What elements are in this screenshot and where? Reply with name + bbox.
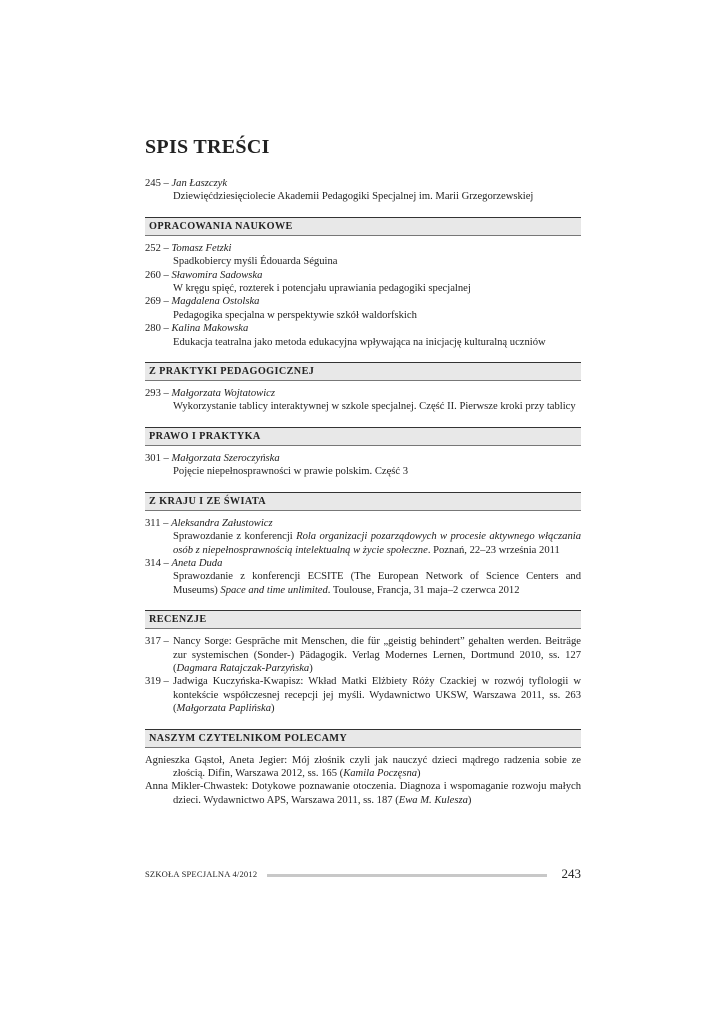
toc-entry: 293 – Małgorzata Wojtatowicz Wykorzystanie tablicy interaktywnej w szkole specjalnej. Część II. Pierwsze kroki przy tablicy [145,387,581,414]
section-header-polecamy: NASZYM CZYTELNIKOM POLECAMY [145,729,581,748]
entry-title: Agnieszka Gąstoł, Aneta Jegier: Mój złośnik czyli jak nauczyć dzieci mądrego radzenia sobie ze złością. Difin, Warszawa 2012, ss. 165 ( [145,754,581,779]
toc-entry: 260 – Sławomira Sadowska W kręgu spięć, rozterek i potencjału uprawiania pedagogiki specjalnej [145,269,581,296]
entry-title: Nancy Sorge: Gespräche mit Menschen, die für „geistig behindert” gehalten werden. Beiträge zur systemischen (Sonder-) Pädagogik. Verlag Modernes Lernen, Dortmund 2010, ss. 127 ( [173,636,581,674]
reviewer: Ewa M. Kulesza [398,794,468,806]
page-number: 280 [145,323,161,335]
reviewer: Małgorzata Paplińska [176,703,271,715]
toc-entry: 280 – Kalina Makowska Edukacja teatralna jako metoda edukacyjna wpływająca na inicjację kulturalną uczniów [145,322,581,349]
entry-title: W kręgu spięć, rozterek i potencjału uprawiania pedagogiki specjalnej [173,283,471,295]
author: Magdalena Ostolska [171,296,260,308]
entry-title [145,570,581,597]
page-number: 260 [145,269,161,281]
section-header-recenzje: RECENZJE [145,610,581,629]
title-italic: Space and time unlimited [220,584,328,596]
toc-entry: 319 – Jadwiga Kuczyńska-Kwapisz: Wkład Matki Elżbiety Róży Czackiej w rozwój tyflologii w kontekście współczesnej recepcji jej myśli. Wydawnictwo UKSW, Warszawa 2011, ss. 263 (Małgorzata Paplińska) [145,676,581,715]
toc-entry: 252 – Tomasz Fetzki Spadkobiercy myśli Édouarda Séguina [145,242,581,269]
table-of-contents [145,177,581,807]
page-number: 301 [145,452,161,464]
footer-divider [267,874,547,877]
toc-entry: 311 – Aleksandra Załustowicz Sprawozdanie z konferencji Rola organizacji pozarządowych w procesie aktywnego włączania osób z niepełnosprawnością intelektualną w życie społeczne. Poznań, 22–23 września 2011 [145,517,581,556]
page-footer [145,866,581,882]
section-header-kraj: Z KRAJU I ZE ŚWIATA [145,492,581,511]
title-text: . Poznań, 22–23 września 2011 [427,544,560,556]
toc-entry: 314 – Aneta Duda Sprawozdanie z konferencji ECSITE (The European Network of Science Centers and Museums) Space and time unlimited. Toulouse, Francja, 31 maja–2 czerwca 2012 [145,557,581,596]
journal-name: SZKOŁA SPECJALNA 4/2012 [145,869,258,879]
page-number: 311 [145,517,161,529]
entry-title: Pedagogika specjalna w perspektywie szkół waldorfskich [173,309,417,321]
title-text: . Toulouse, Francja, 31 maja–2 czerwca 2012 [327,584,520,596]
author: Aleksandra Załustowicz [171,517,273,529]
entry-title: Pojęcie niepełnosprawności w prawie polskim. Część 3 [173,466,409,478]
author: Tomasz Fetzki [171,242,232,254]
page-number: 317 [145,636,161,648]
page-title: SPIS TREŚCI [145,136,270,158]
toc-entry: Anna Mikler-Chwastek: Dotykowe poznawanie otoczenia. Diagnoza i wspomaganie rozwoju małych dzieci. Wydawnictwo APS, Warszawa 2011, ss. 187 (Ewa M. Kulesza) [145,781,581,806]
author: Jan Łaszczyk [171,178,228,189]
author: Małgorzata Szeroczyńska [171,452,280,464]
reviewer: Dagmara Ratajczak-Parzyńska [176,662,310,674]
entry-title: Wykorzystanie tablicy interaktywnej w szkole specjalnej. Część II. Pierwsze kroki przy tablicy [173,401,576,413]
toc-entry: 317 – Nancy Sorge: Gespräche mit Menschen, die für „geistig behindert” gehalten werden. Beiträge zur systemischen (Sonder-) Pädagogik. Verlag Modernes Lernen, Dortmund 2010, ss. 127 (Dagmara Ratajczak-Parzyńska) [145,636,581,674]
entry-title: Jadwiga Kuczyńska-Kwapisz: Wkład Matki Elżbiety Róży Czackiej w rozwój tyflologii w kontekście współczesnej recepcji jej myśli. Wydawnictwo UKSW, Warszawa 2011, ss. 263 ( [173,676,581,715]
section-header-prawo: PRAWO I PRAKTYKA [145,427,581,446]
author: Sławomira Sadowska [171,269,263,281]
page-number: 252 [145,242,161,254]
page-number: 245 [145,178,161,189]
entry-title [145,530,581,557]
page-number: 319 [145,676,161,688]
author: Kalina Makowska [171,323,249,335]
author: Aneta Duda [171,557,223,569]
entry-title: Dziewięćdziesięciolecie Akademii Pedagogiki Specjalnej im. Marii Grzegorzewskiej [173,191,534,203]
author: Małgorzata Wojtatowicz [171,388,275,400]
entry-title: Spadkobiercy myśli Édouarda Séguina [173,256,338,268]
toc-entry: 245 – Jan Łaszczyk Dziewięćdziesięciolecie Akademii Pedagogiki Specjalnej im. Marii Grzegorzewskiej [145,177,581,204]
title-text: Sprawozdanie z konferencji ECSITE (The European Network of Science Centers and Museums) [173,571,581,596]
title-italic: Rola organizacji pozarządowych w procesie aktywnego włączania osób z niepełnosprawnością intelektualną w życie społeczne [173,531,581,556]
reviewer: Kamila Poczęsna [343,767,418,779]
toc-entry: 269 – Magdalena Ostolska Pedagogika specjalna w perspektywie szkół waldorfskich [145,295,581,322]
entry-title: Anna Mikler-Chwastek: Dotykowe poznawanie otoczenia. Diagnoza i wspomaganie rozwoju małych dzieci. Wydawnictwo APS, Warszawa 2011, ss. 187 ( [145,781,581,806]
entry-title: Edukacja teatralna jako metoda edukacyjna wpływająca na inicjację kulturalną uczniów [173,336,546,348]
page-number: 269 [145,296,161,308]
page-number: 314 [145,557,161,569]
footer-page-number: 243 [561,866,581,881]
toc-entry: 301 – Małgorzata Szeroczyńska Pojęcie niepełnosprawności w prawie polskim. Część 3 [145,452,581,479]
toc-entry: Agnieszka Gąstoł, Aneta Jegier: Mój złośnik czyli jak nauczyć dzieci mądrego radzenia sobie ze złością. Difin, Warszawa 2012, ss. 165 (Kamila Poczęsna) [145,754,581,779]
section-header-praktyki: Z PRAKTYKI PEDAGOGICZNEJ [145,362,581,381]
section-header-naukowe: OPRACOWANIA NAUKOWE [145,217,581,236]
page-number: 293 [145,388,161,400]
title-text: Sprawozdanie z konferencji [173,531,297,543]
